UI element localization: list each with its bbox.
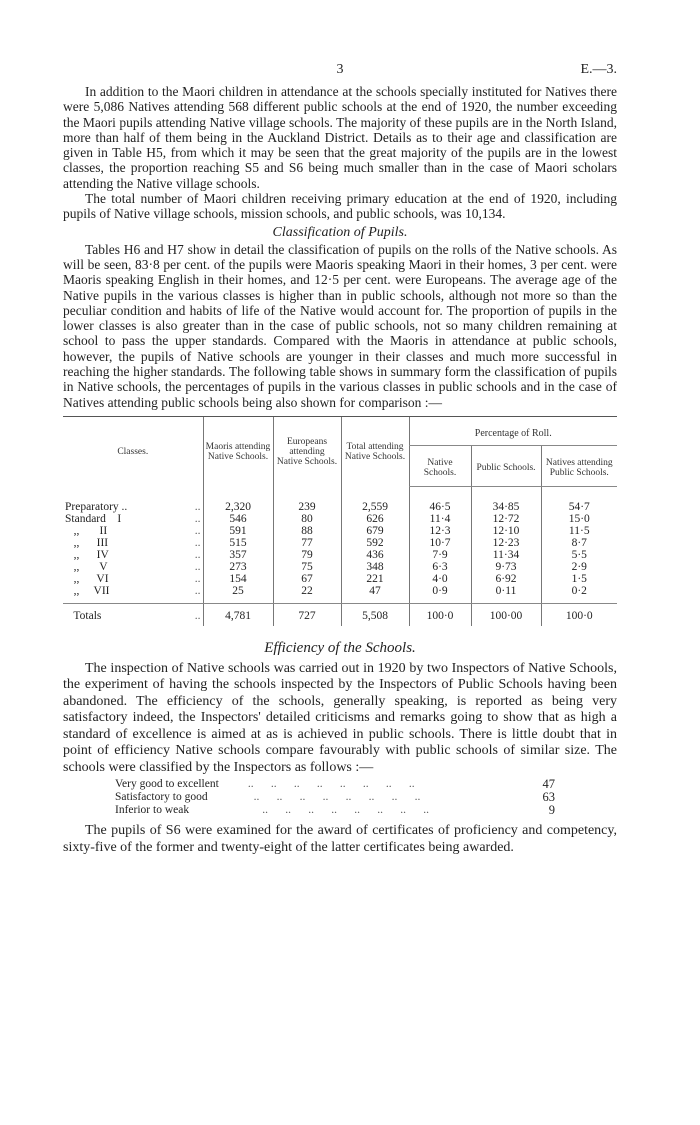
cell-total: 5,508 (341, 603, 409, 626)
cell-total: 47 (341, 585, 409, 604)
page-number: 3 (336, 62, 344, 77)
cell-public-pct: 100·00 (471, 603, 541, 626)
classification-count: 47 (542, 777, 555, 792)
header-maoris: Maoris attending Native Schools. (203, 416, 273, 486)
school-classification-list (115, 778, 617, 817)
cell-maoris: 273 (203, 561, 273, 573)
classification-label: Inferior to weak (115, 804, 190, 817)
cell-maoris: 154 (203, 573, 273, 585)
classification-row (115, 804, 617, 817)
table-row (63, 561, 617, 573)
classification-table (63, 416, 617, 626)
cell-natives-public-pct: 8·7 (541, 537, 617, 549)
cell-public-pct: 9·73 (471, 561, 541, 573)
classification-leader-dots: .. .. .. .. .. .. .. .. (245, 804, 429, 817)
cell-native-pct: 10·7 (409, 537, 471, 549)
header-native-schools: Native Schools. (409, 445, 471, 486)
cell-native-pct: 12·3 (409, 525, 471, 537)
cell-europeans: 239 (273, 486, 341, 513)
header-public-schools: Public Schools. (471, 445, 541, 486)
cell-native-pct: 100·0 (409, 603, 471, 626)
cell-total: 626 (341, 513, 409, 525)
table-row-totals (63, 603, 617, 626)
row-leader-dots: .. (189, 512, 201, 525)
cell-natives-public-pct: 15·0 (541, 513, 617, 525)
cell-maoris: 2,320 (203, 486, 273, 513)
cell-public-pct: 0·11 (471, 585, 541, 604)
row-leader-dots: .. (189, 548, 201, 561)
row-label: ,, III (65, 536, 109, 549)
cell-maoris: 515 (203, 537, 273, 549)
cell-maoris: 4,781 (203, 603, 273, 626)
cell-native-pct: 0·9 (409, 585, 471, 604)
classification-row (115, 791, 617, 804)
cell-natives-public-pct: 1·5 (541, 573, 617, 585)
row-leader-dots: .. (189, 536, 201, 549)
row-leader-dots: .. (189, 584, 201, 597)
table-row (63, 525, 617, 537)
header-percentage-of-roll: Percentage of Roll. (409, 416, 617, 445)
cell-maoris: 591 (203, 525, 273, 537)
row-label: ,, II (65, 524, 108, 537)
row-label: ,, VI (65, 572, 109, 585)
cell-europeans: 88 (273, 525, 341, 537)
cell-maoris: 546 (203, 513, 273, 525)
cell-maoris: 25 (203, 585, 273, 604)
cell-native-pct: 46·5 (409, 486, 471, 513)
page-header (63, 62, 617, 84)
cell-natives-public-pct: 5·5 (541, 549, 617, 561)
cell-native-pct: 6·3 (409, 561, 471, 573)
header-natives-public-schools: Natives attending Public Schools. (541, 445, 617, 486)
row-leader-dots: .. (189, 572, 201, 585)
paragraph-classification: Tables H6 and H7 show in detail the classification of pupils on the rolls of the Native schools. As will be seen, 83·8 per cent. of the pupils were Maoris speaking Maori in their homes, 3 per cent. were Maoris speaking English in their homes, and 12·5 per cent. were Europeans. The average age of the Native pupils in the various classes is higher than in public schools, although not more so than the peculiar condition and habits of life of the Native would account for. The proportion of pupils in the lower classes is also greater than in the case of public schools, not so many children remaining at school to pass the upper standards. Compared with the Maoris in attendance at public schools, however, the pupils of Native schools are younger in their classes and much more successful in reaching the higher standards. The following table shows in summary form the classification of pupils in Native schools, the percentages of pupils in the various classes in public schools and in the case of Natives attending public schools being also shown for comparison :— (63, 241, 617, 410)
classification-count: 63 (542, 790, 555, 805)
row-label: Standard I (65, 512, 122, 525)
classification-count: 9 (548, 803, 555, 818)
row-label: ,, VII (65, 584, 110, 597)
table-row (63, 573, 617, 585)
paragraph-efficiency: The inspection of Native schools was carried out in 1920 by two Inspectors of Native Schools, the experiment of having the schools inspected by the Inspectors of Public Schools having been abandoned. The efficiency of the schools, generally speaking, is reported as being very satisfactory indeed, the Inspectors' detailed criticisms and remarks going to show that as high a standard of excellence is aimed at as is achieved in public schools. There is little doubt that in point of efficiency Native schools compare favourably with public schools of similar size. The schools were classified by the Inspectors as follows :— (63, 660, 617, 775)
document-code: E.—3. (580, 62, 617, 77)
cell-europeans: 79 (273, 549, 341, 561)
cell-natives-public-pct: 2·9 (541, 561, 617, 573)
row-label: Preparatory .. (65, 500, 128, 513)
cell-europeans: 727 (273, 603, 341, 626)
header-classes: Classes. (63, 416, 203, 486)
cell-total: 679 (341, 525, 409, 537)
cell-europeans: 75 (273, 561, 341, 573)
cell-maoris: 357 (203, 549, 273, 561)
cell-europeans: 67 (273, 573, 341, 585)
table-row (63, 513, 617, 525)
cell-total: 221 (341, 573, 409, 585)
table-row (63, 537, 617, 549)
cell-natives-public-pct: 0·2 (541, 585, 617, 604)
table-row (63, 486, 617, 513)
cell-native-pct: 11·4 (409, 513, 471, 525)
cell-native-pct: 4·0 (409, 573, 471, 585)
row-leader-dots: .. (189, 500, 201, 513)
cell-total: 436 (341, 549, 409, 561)
table-row (63, 549, 617, 561)
cell-native-pct: 7·9 (409, 549, 471, 561)
header-europeans: Europeans attending Native Schools. (273, 416, 341, 486)
table-row (63, 585, 617, 604)
cell-natives-public-pct: 11·5 (541, 525, 617, 537)
row-label: ,, V (65, 560, 108, 573)
cell-europeans: 22 (273, 585, 341, 604)
heading-classification: Classification of Pupils. (272, 224, 408, 240)
cell-total: 2,559 (341, 486, 409, 513)
cell-natives-public-pct: 54·7 (541, 486, 617, 513)
document-page (63, 62, 617, 856)
cell-public-pct: 12·10 (471, 525, 541, 537)
cell-public-pct: 34·85 (471, 486, 541, 513)
header-total: Total attending Native Schools. (341, 416, 409, 486)
paragraph-certificates: The pupils of S6 were examined for the award of certificates of proficiency and competency, sixty-five of the former and twenty-eight of the latter certificates being awarded. (63, 823, 617, 855)
cell-total: 348 (341, 561, 409, 573)
cell-public-pct: 12·72 (471, 513, 541, 525)
row-leader-dots: .. (189, 560, 201, 573)
cell-public-pct: 11·34 (471, 549, 541, 561)
paragraph-maori-public-schools: In addition to the Maori children in attendance at the schools specially instituted for Natives there were 5,086 Natives attending 568 different public schools at the end of 1920, the number exceeding the Maori pupils attending Native village schools. The majority of these pupils are in the North Island, more than half of them being in the Auckland District. Details as to their age and classification are given in Table H5, from which it may be seen that the great majority of the pupils are in the lowest classes, the proportion reaching S5 and S6 being much smaller than in the case of Maori scholars attending the Native village schools. (63, 84, 617, 191)
classification-label: Satisfactory to good (115, 791, 208, 804)
cell-total: 592 (341, 537, 409, 549)
row-label: ,, IV (65, 548, 109, 561)
row-leader-dots: .. (189, 609, 201, 622)
classification-label: Very good to excellent (115, 778, 219, 791)
cell-public-pct: 12·23 (471, 537, 541, 549)
classification-leader-dots: .. .. .. .. .. .. .. .. (245, 778, 415, 791)
cell-natives-public-pct: 100·0 (541, 603, 617, 626)
classification-leader-dots: .. .. .. .. .. .. .. .. (245, 791, 421, 804)
paragraph-total-maori-children: The total number of Maori children receiving primary education at the end of 1920, including pupils of Native village schools, mission schools, and public schools, was 10,134. (63, 191, 617, 222)
cell-europeans: 80 (273, 513, 341, 525)
classification-row (115, 778, 617, 791)
cell-public-pct: 6·92 (471, 573, 541, 585)
heading-efficiency: Efficiency of the Schools. (264, 639, 416, 656)
cell-europeans: 77 (273, 537, 341, 549)
row-label: Totals (65, 609, 102, 622)
row-leader-dots: .. (189, 524, 201, 537)
